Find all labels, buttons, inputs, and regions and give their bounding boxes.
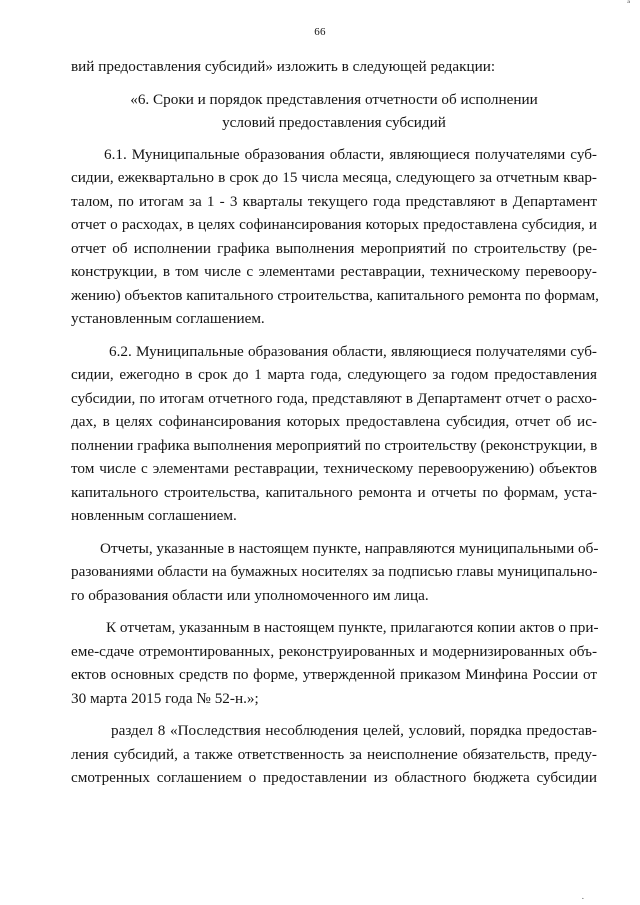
- corner-mark: ª: [627, 0, 630, 10]
- text-line: капитального строительства, капитального ремонта и отчеты по формам, уста-: [71, 483, 597, 501]
- bottom-mark: .: [581, 891, 584, 901]
- text-line: Отчеты, указанные в настоящем пункте, направляются муниципальными об-: [100, 539, 599, 557]
- text-line: 6.1. Муниципальные образования области, являющиеся получателями суб-: [104, 145, 597, 163]
- section-heading-line-1: «6. Сроки и порядок представления отчетности об исполнении: [130, 90, 538, 108]
- text-line: 30 марта 2015 года № 52-н.»;: [71, 689, 259, 707]
- text-line: том числе с элементами реставрации, техническому перевооружению) объектов: [71, 460, 597, 477]
- text-line: раздел 8 «Последствия несоблюдения целей, условий, порядка предостав-: [111, 722, 597, 739]
- section-heading-line-2: условий предоставления субсидий: [222, 113, 446, 131]
- text-line: еме-сдаче отремонтированных, реконструированных и модернизированных объ-: [71, 642, 597, 660]
- text-line: субсидии, по итогам отчетного года, представляют в Департамент отчет о расхо-: [71, 389, 597, 407]
- document-body: [71, 55, 597, 790]
- text-line: К отчетам, указанным в настоящем пункте, прилагаются копии актов о при-: [106, 619, 599, 636]
- text-line: сидии, ежеквартально в срок до 15 числа месяца, следующего за отчетным квар-: [71, 169, 597, 186]
- text-line: смотренных соглашением о предоставлении из областного бюджета субсидии: [71, 769, 597, 786]
- text-line: го образования области или уполномоченного им лица.: [71, 586, 429, 604]
- text-line: конструкции, в том числе с элементами реставрации, техническому перевоору-: [71, 263, 597, 280]
- text-line: 6.2. Муниципальные образования области, являющиеся получателями суб-: [109, 342, 597, 360]
- paragraph-reports: [71, 537, 597, 608]
- text-line: установленным соглашением.: [71, 310, 265, 327]
- text-line: ления субсидий, а также ответственность за неисполнение обязательств, преду-: [71, 745, 597, 763]
- paragraph-section-8: [71, 719, 597, 790]
- intro-line: вий предоставления субсидий» изложить в следующей редакции:: [71, 58, 496, 75]
- text-line: жению) объектов капитального строительства, капитального ремонта по формам,: [71, 286, 599, 304]
- text-line: сидии, ежегодно в срок до 1 марта года, следующего за годом предоставления: [71, 366, 597, 383]
- text-line: полнении графика выполнения мероприятий по строительству (реконструкции, в: [71, 436, 598, 454]
- text-line: отчет о расходах, в целях софинансирования которых предоставлена субсидия, и: [71, 216, 597, 233]
- paragraph-attachments: [71, 616, 597, 710]
- page-number: 66: [314, 26, 326, 38]
- text-line: отчет об исполнении графика выполнения мероприятий по строительству (ре-: [71, 239, 597, 257]
- text-line: разованиями области на бумажных носителях за подписью главы муниципально-: [71, 563, 598, 580]
- paragraph-6-1: [71, 143, 597, 331]
- text-line: ектов основных средств по форме, утвержденной приказом Минфина России от: [71, 666, 597, 683]
- text-line: талом, по итогам за 1 - 3 кварталы текущего года представляют в Департамент: [71, 192, 597, 210]
- paragraph-6-2: [71, 340, 597, 528]
- text-line: новленным соглашением.: [71, 507, 237, 524]
- text-line: дах, в целях софинансирования которых предоставлена субсидия, отчет об ис-: [71, 413, 597, 430]
